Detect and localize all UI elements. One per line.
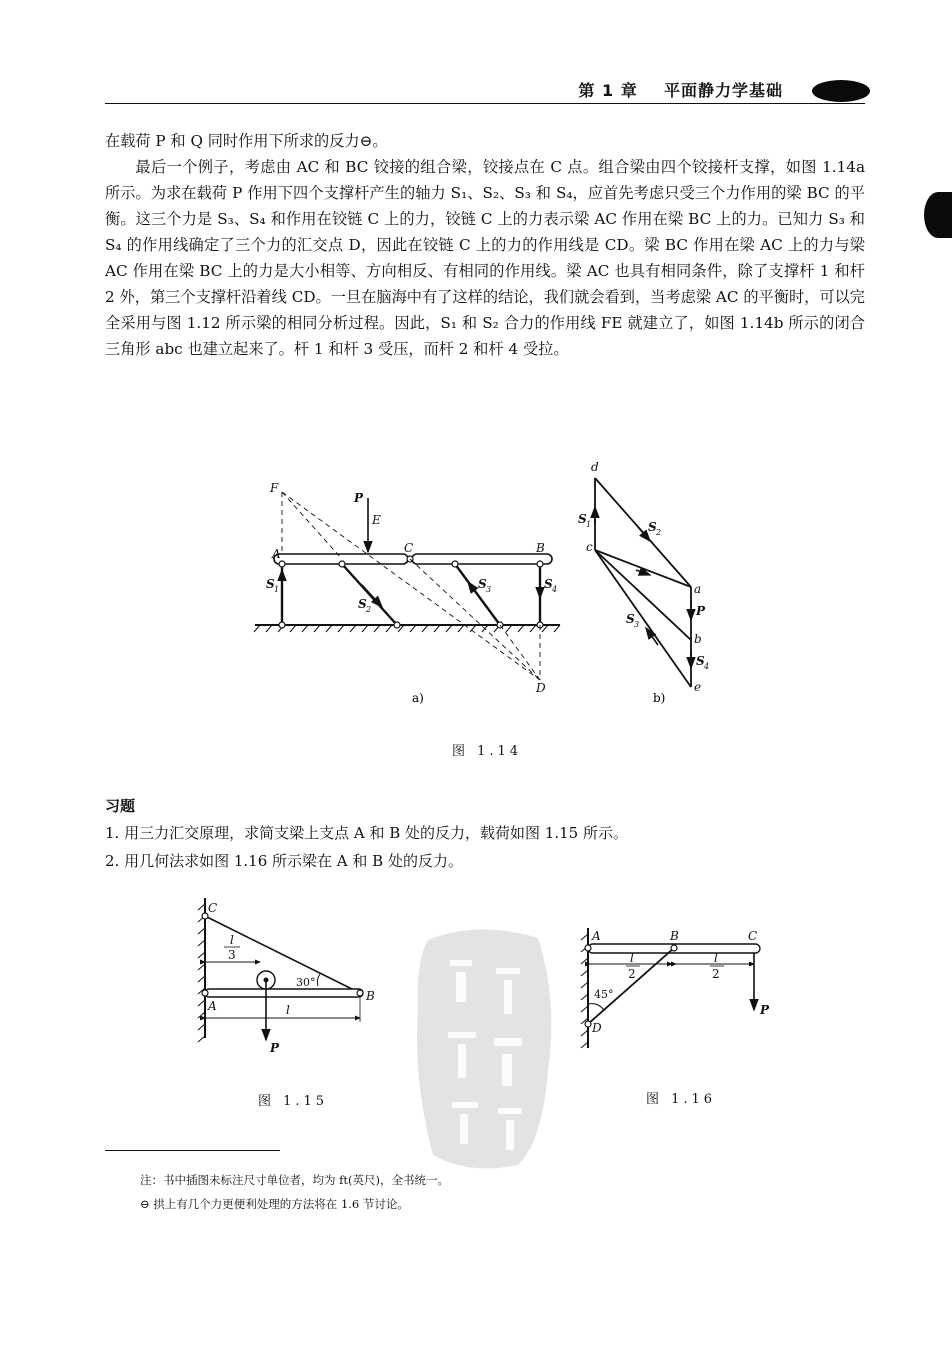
label-s2: S <box>358 597 367 611</box>
watermark-seal <box>408 920 558 1175</box>
caption-figure-1-14: 图 1.14 <box>452 744 523 759</box>
label-s3-sub: 3 <box>486 585 492 594</box>
label-s1-sub: 1 <box>274 585 280 594</box>
poly-label-s2: S <box>648 520 657 534</box>
running-header <box>105 74 865 104</box>
label-s1: S <box>266 577 275 591</box>
pin-d-1-16 <box>585 1021 591 1027</box>
figure-1-14b <box>578 455 718 710</box>
label-a: A <box>272 547 281 561</box>
poly-label-s4-sub: 4 <box>704 662 710 671</box>
fig15-label-angle: 30° <box>296 976 316 989</box>
angle-arc-30 <box>317 974 320 986</box>
angle-arc-45 <box>588 1004 604 1010</box>
figure-1-14a <box>250 470 570 710</box>
header-tab-mark <box>812 80 870 102</box>
fig15-label-l: l <box>286 1003 290 1017</box>
fig16-label-b: B <box>670 929 679 943</box>
beam-ab-1-15 <box>205 989 363 997</box>
header-rule <box>105 103 865 104</box>
pins <box>279 556 543 628</box>
exercise-2: 2. 用几何法求如图 1.16 所示梁在 A 和 B 处的反力。 <box>105 852 463 870</box>
fig15-label-b: B <box>366 989 375 1003</box>
fig16-label-l2-den-1: 2 <box>628 967 636 981</box>
poly-label-p: P <box>696 604 706 618</box>
poly-label-s1-sub: 1 <box>586 520 592 529</box>
exercise-1: 1. 用三力汇交原理，求简支梁上支点 A 和 B 处的反力，载荷如图 1.15 所示。 <box>105 824 628 842</box>
ground-hatch <box>254 625 560 632</box>
exercises-title: 习题 <box>105 797 136 815</box>
fig15-label-p: P <box>270 1041 280 1055</box>
fig16-label-l2-num-1: l <box>630 951 634 965</box>
roller-load-center <box>264 978 269 983</box>
poly-label-s1: S <box>578 512 587 526</box>
footnote-dagger: ⊖ 拱上有几个力更便利处理的方法将在 1.6 节讨论。 <box>140 1197 409 1211</box>
header-chapter-title <box>578 78 783 101</box>
label-s2-sub: 2 <box>366 605 372 614</box>
label-b: B <box>536 541 545 555</box>
figure-1-15 <box>180 890 390 1065</box>
bar-2 <box>342 564 397 625</box>
poly-label-d: d <box>591 460 599 474</box>
force-polygon <box>595 478 691 687</box>
label-c: C <box>404 541 414 555</box>
fig16-label-l2-den-2: 2 <box>712 967 720 981</box>
beam-bc <box>412 554 552 564</box>
poly-label-c: c <box>586 540 593 554</box>
poly-label-e: e <box>694 680 702 694</box>
subcaption-a: a) <box>412 691 424 705</box>
fig15-label-l3-den: 3 <box>228 948 236 962</box>
label-e: E <box>372 513 381 527</box>
footnote-units: 注：书中插图未标注尺寸单位者，均为 ft(英尺)，全书统一。 <box>140 1173 450 1187</box>
construction-lines <box>282 492 540 680</box>
pin-a-1-16 <box>585 945 591 951</box>
poly-label-s3-sub: 3 <box>634 620 640 629</box>
fig16-label-p: P <box>760 1003 770 1017</box>
fig16-label-a: A <box>592 929 601 943</box>
fig16-label-angle: 45° <box>594 988 614 1001</box>
poly-label-s2-sub: 2 <box>656 528 662 537</box>
label-s4-sub: 4 <box>552 585 558 594</box>
page-edge-thumb-mark <box>924 192 952 238</box>
fig15-label-l3-num: l <box>230 933 234 947</box>
footnote-rule <box>105 1150 280 1151</box>
poly-label-s3: S <box>626 612 635 626</box>
subcaption-b: b) <box>653 691 666 705</box>
fig16-label-d: D <box>592 1021 602 1035</box>
header-title: 平面静力学基础 <box>663 81 783 100</box>
label-p: P <box>354 491 364 505</box>
label-s3: S <box>478 577 487 591</box>
body-text <box>105 128 865 362</box>
poly-label-s4: S <box>696 654 705 668</box>
poly-label-b: b <box>694 632 702 646</box>
header-chapter: 第 1 章 <box>578 81 638 100</box>
wall-hatch-1-15 <box>198 904 205 1042</box>
paragraph-2: 最后一个例子，考虑由 AC 和 BC 铰接的组合梁，铰接点在 C 点。组合梁由四个铰接杆支撑，如图 1.14a 所示。为求在载荷 P 作用下四个支撑杆产生的轴力 S₁、S₂、S₃ 和 S₄，应首先考虑只受三个力作用的梁 BC 的平衡。这三个力是 S₃、S₄ 和作用在铰链 C 上的力，铰链 C 上的力表示梁 AC 作用在梁 BC 上的力。已知力 S₃ 和 S₄ 的作用线确定了三个力的汇交点 D，因此在铰链 C 上的力的作用线是 CD。梁 BC 作用在梁 AC 上的力与梁 AC 作用在梁 BC 上的力是大小相等、方向相反、有相同的作用线。梁 AC 也具有相同条件，除了支撑杆 1 和杆 2 外，第三个支撑杆沿着线 CD。一旦在脑海中有了这样的结论，我们就会看到，当考虑梁 AC 的平衡时，可以完全采用与图 1.12 所示梁的相同分析过程。因此，S₁ 和 S₂ 合力的作用线 FE 就建立了，如图 1.14b 所示的闭合三角形 abc 也建立起来了。杆 1 和杆 3 受压，而杆 2 和杆 4 受拉。 <box>105 158 865 358</box>
pin-b-1-16 <box>671 945 677 951</box>
fig15-label-a: A <box>208 999 217 1013</box>
label-f: F <box>270 481 279 495</box>
caption-figure-1-15: 图 1.15 <box>258 1094 329 1109</box>
figure-1-16 <box>570 920 780 1060</box>
pin-a-1-15 <box>202 990 208 996</box>
fig16-label-l2-num-2: l <box>714 951 718 965</box>
paragraph-1: 在载荷 P 和 Q 同时作用下所求的反力⊖。 <box>105 132 388 150</box>
fig15-label-c: C <box>208 901 218 915</box>
caption-figure-1-16: 图 1.16 <box>646 1092 717 1107</box>
label-d: D <box>536 681 546 695</box>
label-s4: S <box>544 577 553 591</box>
fig16-label-c: C <box>748 929 758 943</box>
poly-label-a: a <box>694 582 702 596</box>
pin-b-1-15 <box>357 990 363 996</box>
